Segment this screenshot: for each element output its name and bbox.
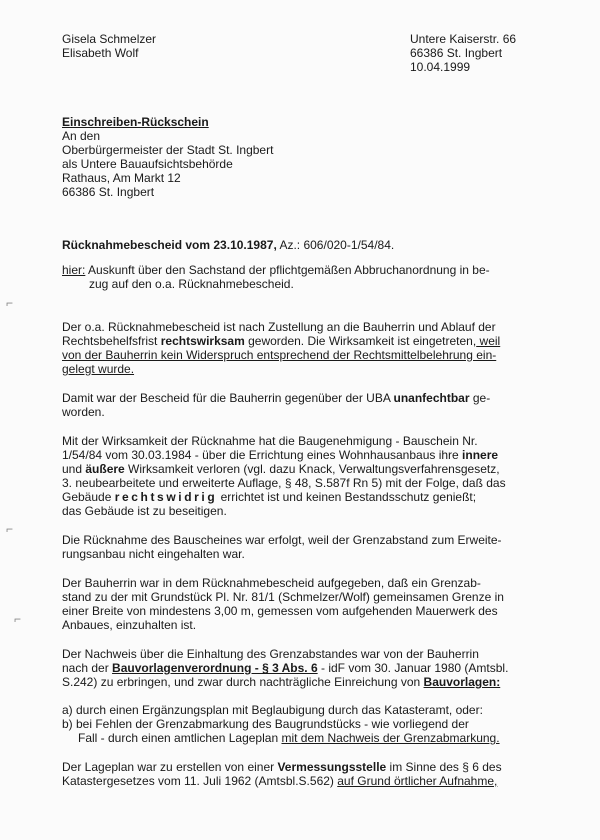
p3-line-4: 3. neubearbeitete und erweiterte Auflage, § 48, S.587f Rn 5) mit der Folge, daß das (62, 476, 506, 490)
p2-line-1 (62, 391, 490, 405)
p3-text: Gebäude (62, 490, 115, 504)
p3-text: 1/54/84 vom 30.03.1984 - über die Errichtung eines Wohnhausanbaus ihre (62, 448, 463, 462)
sender-name-1: Gisela Schmelzer (62, 32, 157, 46)
recipient-line: als Untere Bauaufsichtsbehörde (62, 157, 233, 171)
recipient-line: 66386 St. Ingbert (62, 185, 155, 199)
subject-title (62, 238, 394, 252)
sender-name-2: Elisabeth Wolf (62, 46, 139, 60)
list-item-b-line-1: b) bei Fehlen der Grenzabmarkung des Baugrundstücks - wie vorliegend der (62, 717, 469, 731)
p3-text: und (62, 462, 86, 476)
subject-hier (62, 263, 490, 277)
p3-spaced-bold: rechtswidrig (114, 490, 218, 504)
p1-text: geworden. Die Wirksamkeit ist eingetreten, (244, 334, 477, 348)
p3-line-6: das Gebäude ist zu beseitigen. (62, 504, 227, 518)
list-text: Fall - durch einen amtlichen Lageplan (78, 731, 282, 745)
p4-line-1: Die Rücknahme des Bauscheines war erfolgt, weil der Grenzabstand zum Erweite- (62, 533, 502, 547)
p7-underlined: auf Grund örtlicher Aufnahme, (337, 774, 498, 788)
p6-text: - idF vom 30. Januar 1980 (Amtsbl. (317, 661, 509, 675)
p2-line-2: worden. (62, 405, 105, 419)
p3-line-3 (62, 462, 500, 476)
p1-underlined: weil (476, 334, 501, 348)
p1-bold: rechtswirksam (160, 334, 245, 348)
p2-bold: unanfechtbar (393, 391, 470, 405)
p5-line-4: Anbaues, einzuhalten ist. (62, 618, 197, 632)
p5-line-1: Der Bauherrin war in dem Rücknahmebescheid aufgegeben, daß ein Grenzab- (62, 576, 481, 590)
p6-text: nach der (62, 661, 113, 675)
p7-line-2 (62, 774, 497, 788)
p2-text: Damit war der Bescheid für die Bauherrin gegenüber der UBA (62, 391, 394, 405)
p7-text: Der Lageplan war zu erstellen von einer (62, 760, 278, 774)
p3-bold: innere (462, 448, 499, 462)
p3-text: Wirksamkeit verloren (vgl. dazu Knack, Verwaltungsverfahrensgesetz, (124, 462, 500, 476)
p7-bold: Vermessungsstelle (277, 760, 387, 774)
p1-line-1: Der o.a. Rücknahmebescheid ist nach Zustellung an die Bauherrin und Ablauf der (62, 320, 496, 334)
p3-line-2 (62, 448, 498, 462)
p1-line-4: gelegt wurde. (62, 362, 135, 376)
p7-line-1 (62, 760, 502, 774)
list-item-b-line-2 (78, 731, 500, 745)
p2-text: ge- (469, 391, 491, 405)
hier-line-1: Auskunft über den Sachstand der pflichtgemäßen Abbruchanordnung in be- (85, 263, 490, 277)
margin-mark: ⌐ (6, 522, 14, 536)
sender-street: Untere Kaiserstr. 66 (410, 32, 517, 46)
p3-bold: äußere (85, 462, 125, 476)
p7-text: Katastergesetzes vom 11. Juli 1962 (Amtsbl.S.562) (62, 774, 338, 788)
subject-title-bold: Rücknahmebescheid vom 23.10.1987, (62, 238, 277, 252)
sender-city: 66386 St. Ingbert (410, 46, 503, 60)
p4-line-2: rungsanbau nicht eingehalten war. (62, 547, 245, 561)
margin-mark: ⌐ (14, 612, 22, 626)
p7-text: im Sinne des § 6 des (386, 760, 502, 774)
subject-title-rest: Az.: 606/020-1/54/84. (276, 238, 395, 252)
recipient-line: Oberbürgermeister der Stadt St. Ingbert (62, 143, 274, 157)
p6-line-1: Der Nachweis über die Einhaltung des Grenzabstandes war von der Bauherrin (62, 647, 479, 661)
p5-line-3: einer Breite von mindestens 3,00 m, gemessen vom aufgehenden Mauerwerk des (62, 604, 498, 618)
list-item-a: a) durch einen Ergänzungsplan mit Beglaubigung durch das Katasteramt, oder: (62, 703, 483, 717)
p6-bold-underlined: Bauvorlagen: (423, 675, 501, 689)
p1-text: Rechtsbehelfsfrist (62, 334, 161, 348)
p5-line-2: stand zu der mit Grundstück Pl. Nr. 81/1 (Schmelzer/Wolf) gemeinsamen Grenze in (62, 590, 504, 604)
p3-line-1: Mit der Wirksamkeit der Rücknahme hat die Baugenehmigung - Bauschein Nr. (62, 434, 478, 448)
letter-date: 10.04.1999 (410, 60, 471, 74)
p6-bold-underlined: Bauvorlagenverordnung - § 3 Abs. 6 (112, 661, 318, 675)
recipient-line: Rathaus, Am Markt 12 (62, 171, 181, 185)
mail-type: Einschreiben-Rückschein (62, 115, 209, 129)
list-underlined: mit dem Nachweis der Grenzabmarkung. (281, 731, 500, 745)
p3-text: errichtet ist und keinen Bestandsschutz genießt; (217, 490, 477, 504)
p1-line-3: von der Bauherrin kein Widerspruch entsprechend der Rechtsmittelbelehrung ein- (62, 348, 497, 362)
p6-line-2 (62, 661, 508, 675)
margin-mark: ⌐ (6, 296, 14, 310)
p6-line-3 (62, 675, 500, 689)
p6-text: S.242) zu erbringen, und zwar durch nachträgliche Einreichung von (62, 675, 424, 689)
p1-line-2 (62, 334, 500, 348)
p3-line-5 (62, 490, 476, 504)
hier-line-2: zug auf den o.a. Rücknahmebescheid. (89, 277, 294, 291)
hier-label: hier: (62, 263, 86, 277)
recipient-line: An den (62, 129, 101, 143)
